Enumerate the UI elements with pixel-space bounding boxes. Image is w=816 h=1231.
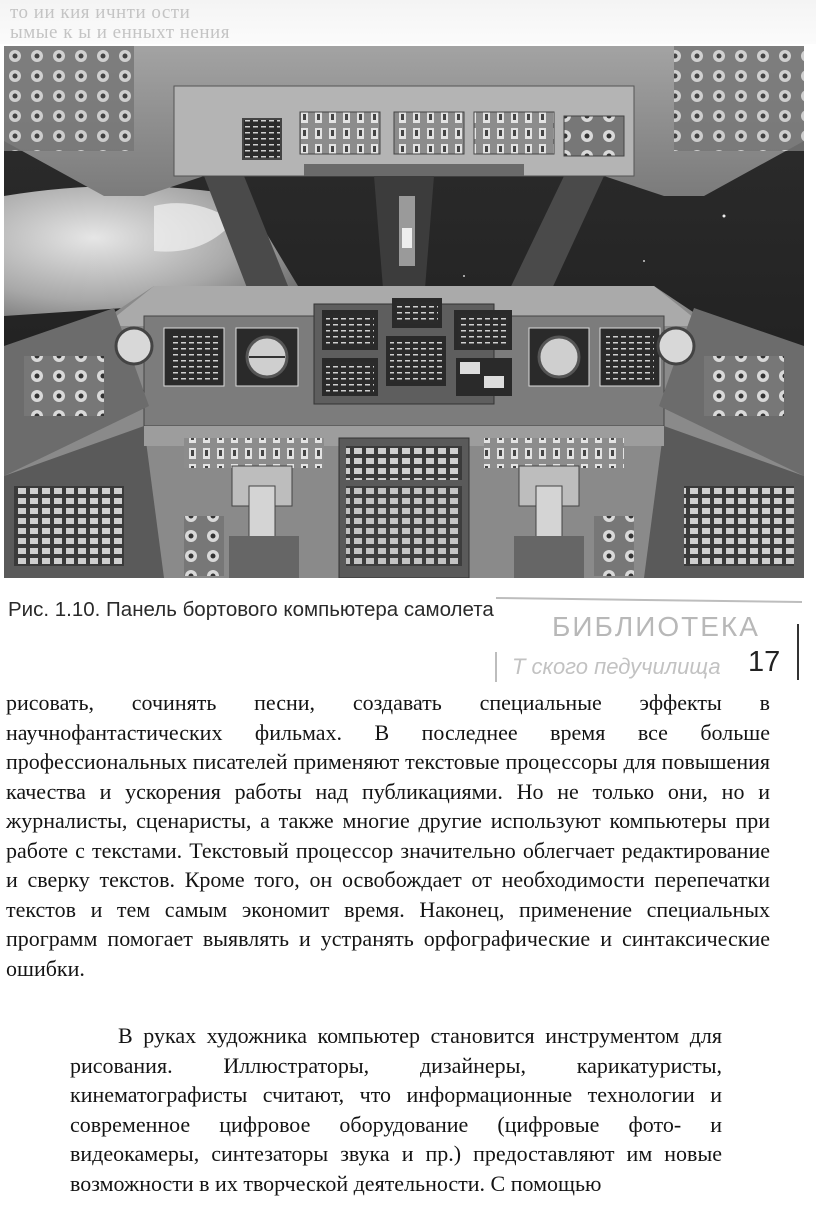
page-number: 17 xyxy=(748,646,781,678)
stamp-line1: БИБЛИОТЕКА xyxy=(552,611,760,642)
bleed-text-line: то ии кия ичнти ости xyxy=(10,2,191,23)
figure-caption: Рис. 1.10. Панель бортового компьютера самолета xyxy=(8,598,494,621)
body-paragraph: В руках художника компьютер становится инструментом для рисования. Иллюстраторы, дизайнеры, карикатуристы, кинематографисты считают, что информационные технологии и современное цифровое оборудование (цифровые фото- и видеокамеры, синтезаторы звука и пр.) предоставляют им новые возможности в их творческой деятельности. С помощью xyxy=(70,1023,722,1196)
body-paragraph: рисовать, сочинять песни, создавать специальные эффекты в научнофантастических фильмах. В последнее время все больше профессиональных писателей применяют текстовые процессоры для повышения качества и ускорения работы над публикациями. Но не только они, но и журналисты, сценаристы, а также многие другие используют компьютеры при работе с текстами. Текстовый процессор значительно облегчает редактирование и сверку текстов. Кроме того, он освобождает от необходимости перепечатки текстов и тем самым экономит время. Наконец, применение специальных программ помогает выявлять и устранять орфографические и синтаксические ошибки. xyxy=(6,690,770,981)
stamp-line2: Т ского педучилища xyxy=(512,654,721,679)
cockpit-photo xyxy=(4,46,804,578)
page-number-rule xyxy=(797,624,799,680)
bleed-text-line: ымые к ы и енныхт нения xyxy=(10,22,230,43)
cockpit-illustration xyxy=(4,46,804,578)
previous-page-bleed xyxy=(0,0,816,44)
